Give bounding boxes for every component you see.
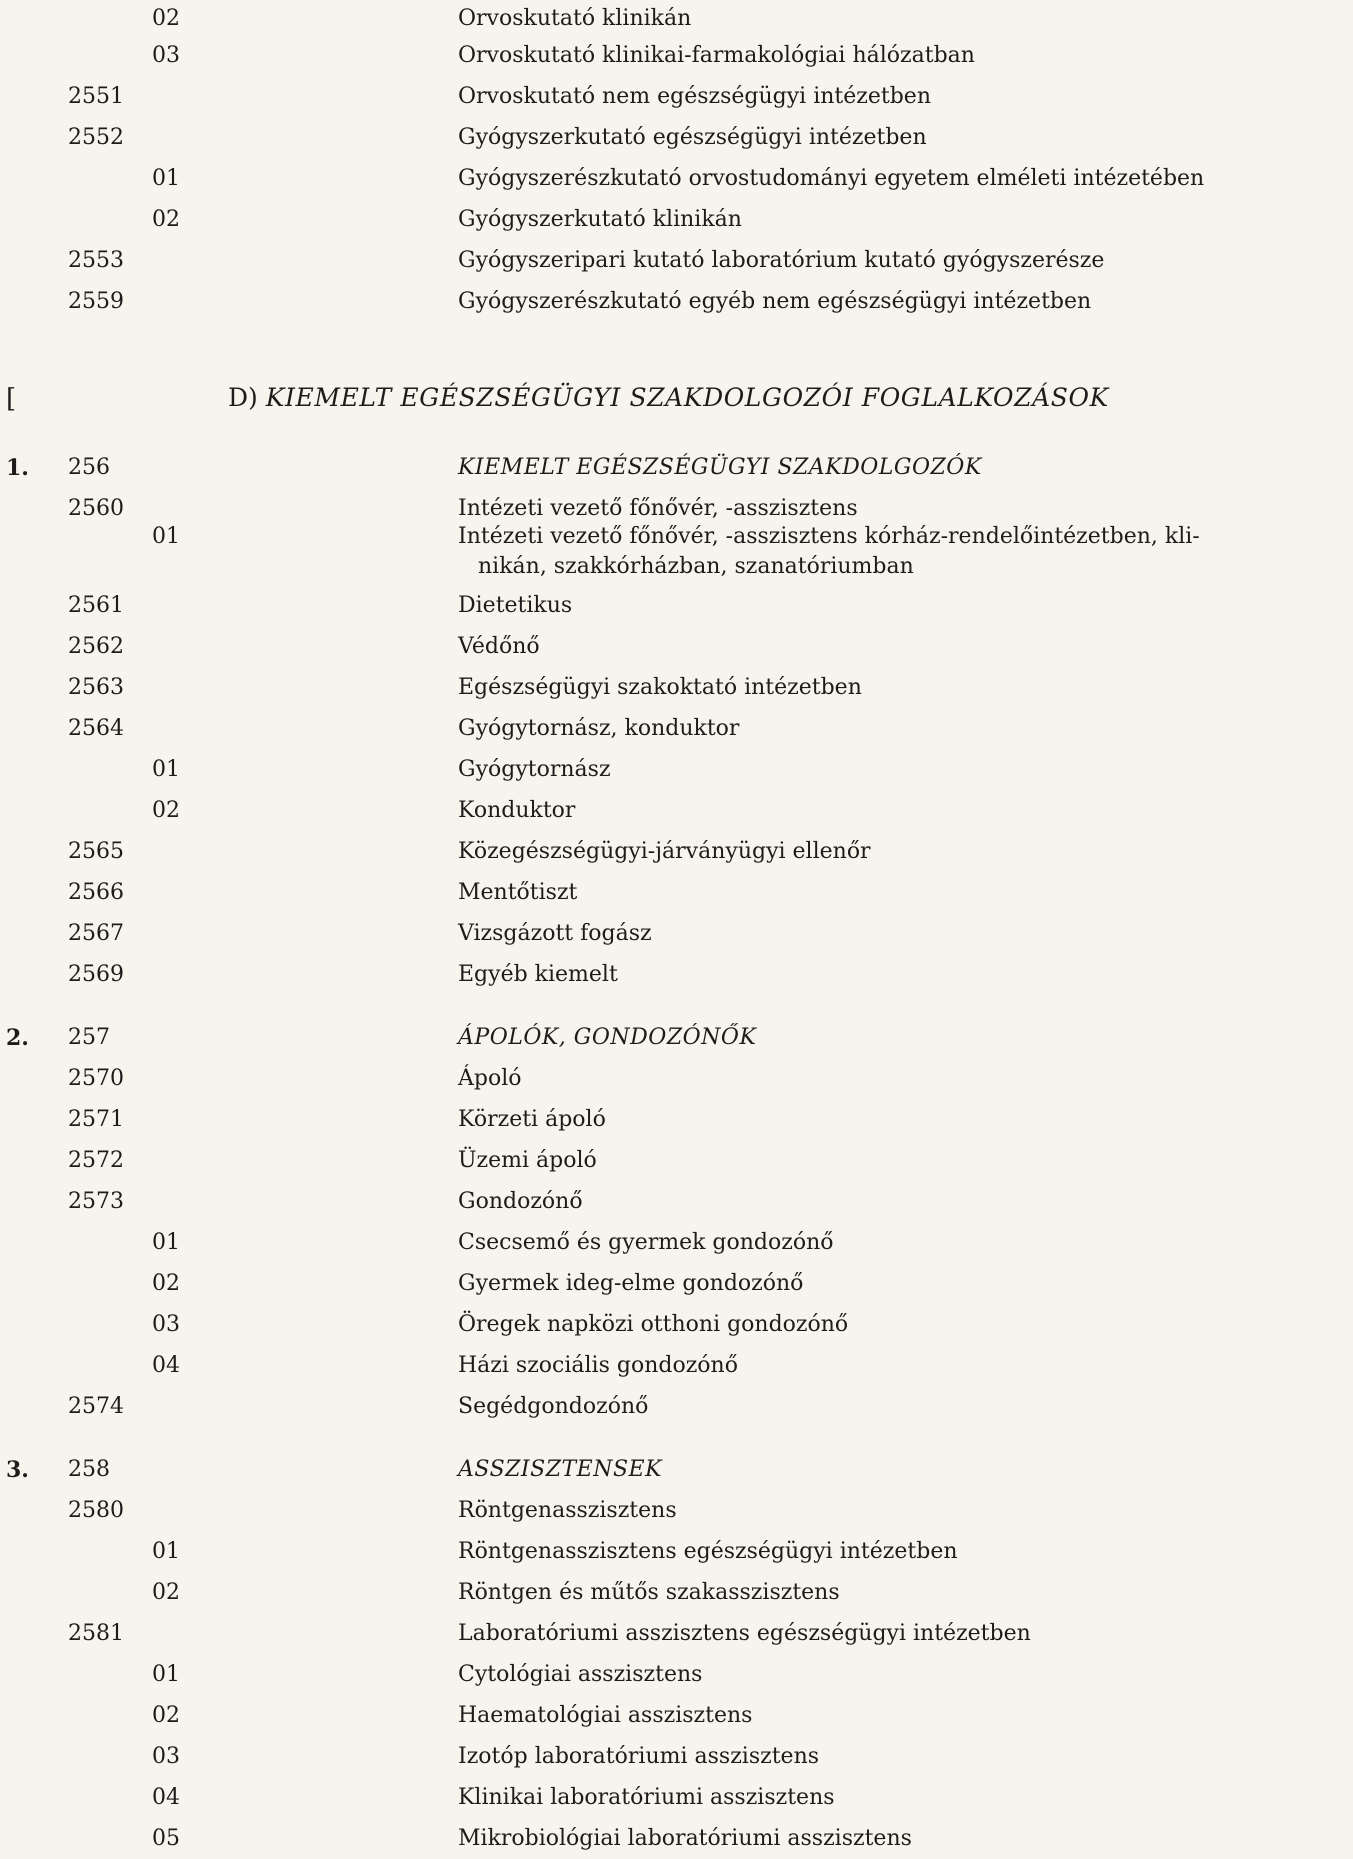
- list-item: [0, 960, 1353, 994]
- occupation-title: Laboratóriumi asszisztens egészségügyi intézetben: [458, 1621, 1031, 1646]
- list-item: [0, 164, 1353, 198]
- code: 2566: [68, 880, 124, 905]
- group-title: ÁPOLÓK, GONDOZÓNŐK: [458, 1025, 757, 1050]
- occupation-title: Öregek napközi otthoni gondozónő: [458, 1312, 849, 1337]
- occupation-title: Gondozónő: [458, 1189, 583, 1214]
- occupation-title: Konduktor: [458, 798, 576, 823]
- occupation-title: Gyógyszerkutató egészségügyi intézetben: [458, 125, 927, 150]
- subcode: 05: [152, 1826, 180, 1851]
- occupation-title: Csecsemő és gyermek gondozónő: [458, 1230, 834, 1255]
- code: 2559: [68, 289, 124, 314]
- code: 2552: [68, 125, 124, 150]
- list-item: [0, 1619, 1353, 1653]
- list-item: [0, 522, 1353, 598]
- occupation-title: Izotóp laboratóriumi asszisztens: [458, 1744, 820, 1769]
- group-number: 1.: [6, 455, 29, 481]
- occupation-title: Orvoskutató klinikán: [458, 6, 692, 31]
- occupation-title: Védőnő: [458, 634, 540, 659]
- occupation-title: Orvoskutató nem egészségügyi intézetben: [458, 84, 931, 109]
- occupation-title: Gyógyszerészkutató egyéb nem egészségügyi intézetben: [458, 289, 1092, 314]
- occupation-title: Ápoló: [458, 1066, 522, 1091]
- code: 258: [68, 1457, 110, 1482]
- group-title: ASSZISZTENSEK: [458, 1457, 663, 1482]
- code: 2551: [68, 84, 124, 109]
- occupation-title: Üzemi ápoló: [458, 1148, 597, 1173]
- subcode: 01: [152, 1539, 180, 1564]
- occupation-title: Klinikai laboratóriumi asszisztens: [458, 1785, 835, 1810]
- occupation-title: Segédgondozónő: [458, 1394, 649, 1419]
- list-item: [0, 1187, 1353, 1221]
- list-item: [0, 1064, 1353, 1098]
- list-item: [0, 1578, 1353, 1612]
- subcode: 02: [152, 798, 180, 823]
- subcode: 04: [152, 1353, 180, 1378]
- list-item: [0, 878, 1353, 912]
- occupation-title: Dietetikus: [458, 593, 573, 618]
- occupation-title: Mikrobiológiai laboratóriumi asszisztens: [458, 1826, 912, 1851]
- list-item: [0, 1537, 1353, 1571]
- list-item: [0, 1228, 1353, 1262]
- occupation-title: Intézeti vezető főnővér, -asszisztens: [458, 496, 858, 521]
- list-item: [0, 1701, 1353, 1735]
- title-line-1: Intézeti vezető főnővér, -asszisztens kórház-rendelőintézetben, kli-: [458, 524, 1200, 549]
- occupation-title: Gyógyszerkutató klinikán: [458, 207, 742, 232]
- subcode: 02: [152, 1580, 180, 1605]
- occupation-title: Gyógyszerészkutató orvostudományi egyetem elméleti intézetében: [458, 166, 1205, 191]
- subcode: 02: [152, 1271, 180, 1296]
- occupation-title: Cytológiai asszisztens: [458, 1662, 703, 1687]
- occupation-title: Egyéb kiemelt: [458, 962, 618, 987]
- list-item: [0, 1496, 1353, 1530]
- code: 2570: [68, 1066, 124, 1091]
- list-item: [0, 632, 1353, 666]
- occupation-title: Orvoskutató klinikai-farmakológiai hálózatban: [458, 43, 975, 68]
- list-item: [0, 714, 1353, 748]
- subcode: 01: [152, 166, 180, 191]
- list-item: [0, 1392, 1353, 1426]
- occupation-title: Mentőtiszt: [458, 880, 578, 905]
- subcode: 02: [152, 1703, 180, 1728]
- section-letter: D): [228, 383, 258, 412]
- subcode: 01: [152, 524, 180, 549]
- list-item: [0, 287, 1353, 321]
- code: 2560: [68, 496, 124, 521]
- occupation-title: Gyógyszeripari kutató laboratórium kutató gyógyszerésze: [458, 248, 1105, 273]
- occupation-title: Röntgenasszisztens: [458, 1498, 677, 1523]
- code: 2567: [68, 921, 124, 946]
- list-item: [0, 591, 1353, 625]
- code: 2564: [68, 716, 124, 741]
- section-title: KIEMELT EGÉSZSÉGÜGYI SZAKDOLGOZÓI FOGLALKOZÁSOK: [265, 383, 1109, 412]
- code: 2574: [68, 1394, 124, 1419]
- list-item: [0, 246, 1353, 280]
- list-item: [0, 673, 1353, 707]
- group-heading-row: [0, 1023, 1353, 1057]
- code: 256: [68, 455, 110, 480]
- group-heading-row: [0, 453, 1353, 487]
- group-title: KIEMELT EGÉSZSÉGÜGYI SZAKDOLGOZÓK: [458, 455, 982, 480]
- occupation-title: Gyógytornász: [458, 757, 611, 782]
- occupation-title: Vizsgázott fogász: [458, 921, 652, 946]
- occupation-title: Házi szociális gondozónő: [458, 1353, 738, 1378]
- subcode: 03: [152, 43, 180, 68]
- list-item: [0, 919, 1353, 953]
- list-item: [0, 41, 1353, 75]
- code: 2581: [68, 1621, 124, 1646]
- code: 2563: [68, 675, 124, 700]
- code: 2565: [68, 839, 124, 864]
- list-item: [0, 1105, 1353, 1139]
- subcode: 04: [152, 1785, 180, 1810]
- code: 2569: [68, 962, 124, 987]
- occupation-title: Közegészségügyi-járványügyi ellenőr: [458, 839, 871, 864]
- subcode: 01: [152, 1662, 180, 1687]
- code: 2562: [68, 634, 124, 659]
- occupation-title: Röntgen és műtős szakasszisztens: [458, 1580, 840, 1605]
- list-item: [0, 796, 1353, 830]
- list-item: [0, 205, 1353, 239]
- code: 2573: [68, 1189, 124, 1214]
- list-item: [0, 755, 1353, 789]
- list-item: [0, 4, 1353, 38]
- subcode: 02: [152, 207, 180, 232]
- code: 257: [68, 1025, 110, 1050]
- occupation-title: Körzeti ápoló: [458, 1107, 606, 1132]
- list-item: [0, 1660, 1353, 1694]
- list-item: [0, 1146, 1353, 1180]
- subcode: 03: [152, 1744, 180, 1769]
- title-line-2: nikán, szakkórházban, szanatóriumban: [478, 554, 914, 579]
- occupation-title: Gyermek ideg-elme gondozónő: [458, 1271, 804, 1296]
- occupation-title: Egészségügyi szakoktató intézetben: [458, 675, 862, 700]
- subcode: 02: [152, 6, 180, 31]
- list-item: [0, 1742, 1353, 1776]
- code: 2553: [68, 248, 124, 273]
- subcode: 01: [152, 757, 180, 782]
- group-number: 3.: [6, 1457, 29, 1483]
- list-item: [0, 1269, 1353, 1303]
- list-item: [0, 837, 1353, 871]
- code: 2572: [68, 1148, 124, 1173]
- subcode: 01: [152, 1230, 180, 1255]
- section-heading: [228, 382, 1109, 414]
- margin-bracket: [: [6, 384, 17, 414]
- occupation-title: Röntgenasszisztens egészségügyi intézetben: [458, 1539, 958, 1564]
- list-item: [0, 82, 1353, 116]
- list-item: [0, 123, 1353, 157]
- list-item: [0, 1824, 1353, 1858]
- subcode: 03: [152, 1312, 180, 1337]
- group-heading-row: [0, 1455, 1353, 1489]
- code: 2580: [68, 1498, 124, 1523]
- code: 2561: [68, 593, 124, 618]
- list-item: [0, 1351, 1353, 1385]
- group-number: 2.: [6, 1025, 29, 1051]
- list-item: [0, 1310, 1353, 1344]
- code: 2571: [68, 1107, 124, 1132]
- occupation-title: [458, 522, 1338, 582]
- occupation-title: Gyógytornász, konduktor: [458, 716, 740, 741]
- list-item: [0, 1783, 1353, 1817]
- occupation-title: Haematológiai asszisztens: [458, 1703, 753, 1728]
